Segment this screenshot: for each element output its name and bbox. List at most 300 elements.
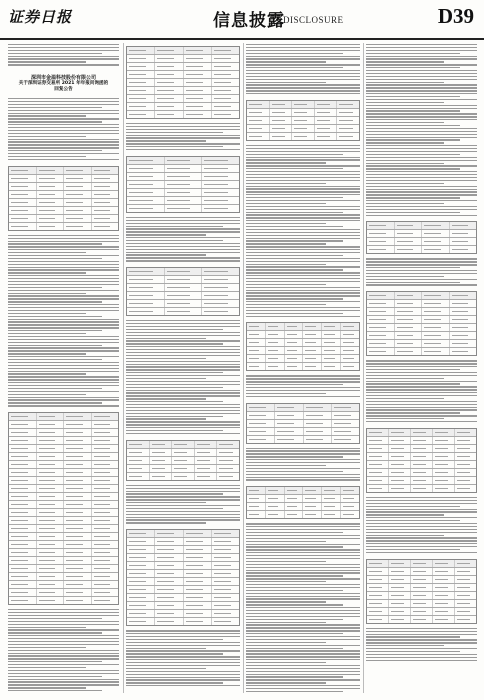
text-line-placeholder (8, 362, 119, 363)
table-cell (9, 175, 37, 182)
data-table (246, 403, 360, 444)
table-cell (270, 101, 293, 108)
table-cell (455, 568, 476, 575)
text-line-placeholder (126, 143, 240, 144)
table-cell (9, 501, 37, 508)
table-row (127, 300, 239, 308)
lead-body (6, 97, 121, 163)
text-line-placeholder (126, 366, 240, 367)
table-cell (37, 509, 65, 516)
text-line-placeholder (246, 665, 360, 666)
text-line-placeholder (126, 323, 240, 324)
table-row (127, 157, 239, 165)
table-cell (212, 594, 239, 601)
table-cell (450, 308, 477, 315)
text-line-placeholder (366, 134, 477, 135)
table-cell (127, 189, 165, 196)
text-line-placeholder (126, 223, 240, 224)
table-cell (422, 332, 450, 339)
table-cell (285, 355, 304, 362)
text-line-placeholder (8, 235, 119, 236)
table-cell (367, 429, 389, 436)
body-text (364, 257, 479, 288)
table-cell (212, 562, 239, 569)
table-row (247, 404, 359, 412)
text-line-placeholder (8, 632, 102, 633)
text-line-placeholder (8, 345, 102, 346)
table-row (367, 461, 476, 469)
table-cell (172, 449, 195, 456)
text-line-placeholder (366, 648, 477, 649)
table-cell (155, 55, 183, 62)
text-line-placeholder (246, 375, 360, 376)
table-cell (303, 503, 322, 510)
table-cell (389, 469, 411, 476)
text-line-placeholder (246, 50, 360, 51)
text-line-placeholder (126, 257, 240, 258)
table-cell (450, 348, 477, 355)
table-row (127, 473, 239, 480)
table-cell (303, 511, 322, 518)
table-cell (92, 525, 119, 532)
text-line-placeholder (8, 281, 119, 282)
table-row (9, 207, 118, 215)
text-line-placeholder (8, 661, 102, 662)
text-line-placeholder (246, 450, 360, 451)
table-row (367, 246, 476, 253)
table-cell (212, 586, 239, 593)
table-cell (450, 222, 477, 229)
text-line-placeholder (246, 73, 360, 74)
text-line-placeholder (8, 655, 119, 656)
text-line-placeholder (246, 578, 360, 579)
text-line-placeholder (366, 264, 477, 265)
text-line-placeholder (126, 633, 240, 634)
text-line-placeholder (246, 304, 326, 305)
table-cell (285, 363, 304, 370)
text-line-placeholder (126, 656, 240, 657)
text-line-placeholder (246, 159, 360, 160)
table-row (9, 485, 118, 493)
table-cell (285, 331, 304, 338)
text-line-placeholder (366, 369, 460, 370)
text-line-placeholder (246, 295, 360, 296)
text-line-placeholder (366, 137, 477, 138)
table-cell (433, 584, 455, 591)
text-line-placeholder (8, 399, 119, 400)
table-cell (9, 525, 37, 532)
table-cell (165, 284, 203, 291)
text-line-placeholder (126, 243, 240, 244)
table-cell (450, 230, 477, 237)
text-line-placeholder (246, 240, 343, 241)
text-line-placeholder (8, 627, 86, 628)
text-line-placeholder (8, 342, 119, 343)
table-row (367, 608, 476, 616)
text-line-placeholder (366, 526, 477, 527)
text-line-placeholder (126, 502, 206, 503)
text-line-placeholder (8, 118, 119, 119)
text-line-placeholder (126, 369, 240, 370)
table-cell (275, 420, 303, 427)
text-line-placeholder (126, 378, 206, 379)
text-line-placeholder (366, 84, 477, 85)
text-line-placeholder (246, 662, 326, 663)
table-cell (127, 276, 165, 283)
table-cell (155, 618, 183, 625)
text-line-placeholder (246, 191, 360, 192)
text-line-placeholder (366, 87, 477, 88)
table-cell (64, 437, 92, 444)
text-line-placeholder (8, 64, 119, 65)
text-line-placeholder (8, 243, 102, 244)
text-line-placeholder (246, 619, 343, 620)
table-cell (37, 191, 65, 198)
table-cell (367, 340, 395, 347)
text-line-placeholder (8, 676, 102, 677)
table-cell (433, 461, 455, 468)
text-line-placeholder (246, 217, 360, 218)
text-line-placeholder (246, 165, 360, 166)
text-line-placeholder (246, 82, 326, 83)
text-line-placeholder (366, 645, 444, 646)
table-cell (92, 461, 119, 468)
text-line-placeholder (246, 316, 360, 317)
table-cell (247, 503, 266, 510)
table-row (247, 347, 359, 355)
text-line-placeholder (246, 541, 326, 542)
table-cell (367, 230, 395, 237)
table-cell (292, 133, 315, 140)
table-cell (150, 457, 173, 464)
body-text (364, 43, 479, 218)
text-line-placeholder (246, 252, 360, 253)
table-cell (422, 230, 450, 237)
text-line-placeholder (126, 126, 240, 127)
text-line-placeholder (8, 316, 102, 317)
text-line-placeholder (366, 520, 460, 521)
text-line-placeholder (126, 508, 223, 509)
table-cell (367, 308, 395, 315)
table-row (9, 581, 118, 589)
text-line-placeholder (246, 656, 360, 657)
table-cell (165, 197, 203, 204)
table-cell (37, 581, 65, 588)
table-cell (395, 324, 423, 331)
text-line-placeholder (366, 360, 477, 361)
body-text (364, 627, 479, 664)
text-line-placeholder (246, 532, 343, 533)
table-cell (367, 222, 395, 229)
table-cell (433, 445, 455, 452)
text-line-placeholder (246, 168, 343, 169)
table-row (367, 592, 476, 600)
table-cell (64, 445, 92, 452)
text-line-placeholder (8, 290, 119, 291)
text-line-placeholder (246, 154, 343, 155)
body-text (124, 122, 242, 153)
text-line-placeholder (366, 398, 444, 399)
text-line-placeholder (366, 660, 477, 661)
table-cell (455, 461, 476, 468)
table-cell (202, 205, 239, 212)
text-line-placeholder (366, 261, 477, 262)
text-line-placeholder (366, 415, 477, 416)
text-line-placeholder (366, 657, 477, 658)
table-row (9, 477, 118, 485)
table-cell (322, 331, 341, 338)
text-line-placeholder (126, 430, 223, 431)
table-cell (275, 404, 303, 411)
table-cell (367, 445, 389, 452)
text-line-placeholder (366, 279, 477, 280)
table-cell (64, 167, 92, 174)
text-line-placeholder (366, 552, 477, 553)
text-line-placeholder (246, 630, 360, 631)
table-cell (450, 238, 477, 245)
text-line-placeholder (8, 133, 119, 134)
table-cell (212, 610, 239, 617)
text-line-placeholder (246, 47, 360, 48)
text-line-placeholder (8, 621, 119, 622)
table-row (127, 268, 239, 276)
text-line-placeholder (366, 517, 477, 518)
data-table (246, 100, 360, 141)
data-table (8, 166, 119, 231)
table-cell (184, 111, 212, 118)
text-line-placeholder (366, 372, 477, 373)
table-cell (217, 473, 239, 480)
text-line-placeholder (246, 546, 343, 547)
text-line-placeholder (8, 284, 119, 285)
table-cell (275, 412, 303, 419)
table-cell (450, 246, 477, 253)
text-line-placeholder (366, 82, 444, 83)
table-cell (395, 300, 423, 307)
text-line-placeholder (8, 684, 119, 685)
text-line-placeholder (366, 654, 477, 655)
table-cell (367, 592, 389, 599)
table-row (127, 79, 239, 87)
table-cell (155, 562, 183, 569)
text-line-placeholder (8, 101, 119, 102)
table-cell (155, 546, 183, 553)
text-line-placeholder (246, 214, 360, 215)
text-line-placeholder (8, 304, 119, 305)
table-cell (184, 578, 212, 585)
text-line-placeholder (246, 558, 360, 559)
text-line-placeholder (246, 58, 360, 59)
text-line-placeholder (246, 535, 360, 536)
text-line-placeholder (366, 160, 477, 161)
text-line-placeholder (246, 584, 360, 585)
text-line-placeholder (246, 93, 360, 94)
text-line-placeholder (366, 378, 444, 379)
text-line-placeholder (246, 203, 326, 204)
text-line-placeholder (366, 110, 460, 111)
table-cell (64, 501, 92, 508)
text-line-placeholder (246, 622, 326, 623)
text-line-placeholder (126, 234, 206, 235)
text-line-placeholder (126, 135, 240, 136)
text-line-placeholder (8, 107, 102, 108)
table-row (127, 197, 239, 205)
table-cell (184, 546, 212, 553)
text-line-placeholder (126, 329, 223, 330)
table-cell (285, 487, 304, 494)
text-line-placeholder (246, 278, 360, 279)
body-text (6, 234, 121, 409)
table-cell (37, 421, 65, 428)
table-row (9, 437, 118, 445)
text-line-placeholder (246, 197, 343, 198)
text-line-placeholder (246, 390, 360, 391)
text-line-placeholder (366, 56, 477, 57)
table-cell (9, 509, 37, 516)
text-line-placeholder (246, 448, 360, 449)
table-row (247, 495, 359, 503)
table-cell (247, 117, 270, 124)
table-row (367, 469, 476, 477)
text-line-placeholder (8, 373, 86, 374)
table-cell (9, 477, 37, 484)
table-cell (450, 300, 477, 307)
table-cell (127, 570, 155, 577)
table-cell (9, 549, 37, 556)
text-line-placeholder (366, 258, 477, 259)
table-row (247, 487, 359, 495)
table-row (367, 445, 476, 453)
table-cell (92, 589, 119, 596)
table-cell (322, 323, 341, 330)
text-line-placeholder (8, 368, 119, 369)
table-cell (270, 133, 293, 140)
text-line-placeholder (246, 90, 360, 91)
table-cell (127, 79, 155, 86)
body-text (244, 447, 362, 484)
text-line-placeholder (8, 365, 119, 366)
text-line-placeholder (126, 340, 240, 341)
table-row (367, 477, 476, 485)
text-line-placeholder (366, 99, 477, 100)
table-cell (202, 197, 239, 204)
text-line-placeholder (8, 121, 102, 122)
text-line-placeholder (246, 567, 360, 568)
table-cell (367, 292, 395, 299)
text-line-placeholder (8, 681, 119, 682)
table-row (9, 413, 118, 421)
table-cell (155, 538, 183, 545)
text-line-placeholder (366, 642, 477, 643)
table-row (367, 437, 476, 445)
table-row (367, 238, 476, 246)
text-line-placeholder (8, 321, 119, 322)
table-cell (266, 495, 285, 502)
text-line-placeholder (8, 53, 102, 54)
table-cell (212, 111, 239, 118)
table-cell (127, 300, 165, 307)
table-row (9, 199, 118, 207)
text-line-placeholder (8, 618, 102, 619)
text-line-placeholder (126, 254, 206, 255)
table-cell (247, 363, 266, 370)
text-line-placeholder (8, 385, 119, 386)
text-line-placeholder (246, 76, 360, 77)
text-line-placeholder (8, 139, 119, 140)
table-cell (155, 594, 183, 601)
table-cell (9, 557, 37, 564)
text-line-placeholder (8, 295, 119, 296)
body-text (124, 629, 242, 689)
text-line-placeholder (8, 238, 119, 239)
table-cell (184, 538, 212, 545)
table-cell (64, 469, 92, 476)
table-row (127, 103, 239, 111)
lead-headline (8, 74, 119, 93)
text-line-placeholder (246, 552, 360, 553)
table-cell (315, 125, 338, 132)
text-line-placeholder (8, 50, 119, 51)
text-line-placeholder (8, 246, 119, 247)
text-line-placeholder (8, 298, 119, 299)
table-cell (37, 525, 65, 532)
table-cell (337, 133, 359, 140)
table-cell (150, 465, 173, 472)
table-cell (322, 511, 341, 518)
table-row (9, 549, 118, 557)
table-cell (285, 503, 304, 510)
table-row (127, 63, 239, 71)
table-row (9, 597, 118, 604)
table-cell (37, 493, 65, 500)
text-line-placeholder (246, 468, 360, 469)
text-line-placeholder (126, 332, 240, 333)
table-cell (64, 199, 92, 206)
table-cell (155, 63, 183, 70)
column-3 (243, 43, 362, 693)
text-line-placeholder (246, 310, 360, 311)
text-line-placeholder (366, 157, 477, 158)
table-row (9, 223, 118, 230)
table-cell (266, 331, 285, 338)
table-cell (285, 495, 304, 502)
table-cell (9, 207, 37, 214)
table-cell (395, 332, 423, 339)
table-cell (64, 517, 92, 524)
table-cell (92, 509, 119, 516)
table-row (9, 501, 118, 509)
table-cell (37, 549, 65, 556)
text-line-placeholder (8, 609, 119, 610)
table-cell (455, 616, 476, 623)
data-table (126, 267, 240, 316)
table-cell (315, 133, 338, 140)
table-row (127, 55, 239, 63)
text-line-placeholder (366, 401, 477, 402)
table-cell (389, 576, 411, 583)
table-cell (92, 445, 119, 452)
table-cell (92, 421, 119, 428)
table-cell (202, 284, 239, 291)
text-line-placeholder (126, 355, 240, 356)
text-line-placeholder (246, 598, 360, 599)
text-line-placeholder (246, 186, 360, 187)
text-line-placeholder (246, 200, 360, 201)
text-line-placeholder (246, 691, 343, 692)
text-line-placeholder (366, 543, 477, 544)
table-cell (247, 355, 266, 362)
text-line-placeholder (366, 282, 460, 283)
